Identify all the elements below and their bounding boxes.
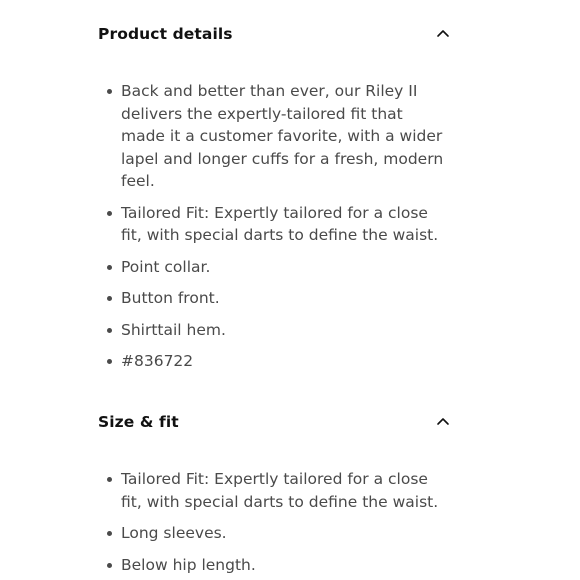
- size-fit-title: Size & fit: [98, 413, 179, 431]
- bullet-icon: [107, 563, 112, 568]
- list-item: [107, 468, 447, 513]
- list-item: [107, 554, 447, 577]
- bullet-icon: [107, 477, 112, 482]
- bullet-icon: [107, 328, 112, 333]
- bullet-icon: [107, 265, 112, 270]
- product-details-title: Product details: [98, 25, 233, 43]
- list-item-text: Shirttail hem.: [121, 320, 226, 339]
- size-fit-list: [107, 468, 447, 580]
- bullet-icon: [107, 296, 112, 301]
- list-item: [107, 522, 447, 545]
- list-item: [107, 287, 447, 310]
- list-item-text: Long sleeves.: [121, 524, 227, 542]
- list-item: [107, 202, 447, 247]
- product-details-list: [107, 80, 447, 382]
- list-item-text: Below hip length.: [121, 555, 256, 574]
- chevron-up-icon[interactable]: [436, 414, 450, 428]
- list-item-text: Point collar.: [121, 257, 211, 276]
- list-item: [107, 256, 447, 279]
- product-details-section: [98, 22, 452, 370]
- list-item: [107, 319, 447, 342]
- list-item-text: Tailored Fit: Expertly tailored for a close fit, with special darts to define the waist.: [121, 470, 439, 511]
- style-number: #836722: [121, 352, 194, 370]
- chevron-up-icon[interactable]: [436, 26, 450, 40]
- list-item-text: Back and better than ever, our Riley II delivers the expertly-tailored fit that made it a customer favorite, with a wider lapel and longer cuffs for a fresh, modern feel.: [121, 82, 444, 190]
- bullet-icon: [107, 531, 112, 536]
- size-fit-header[interactable]: [98, 410, 452, 434]
- bullet-icon: [107, 211, 112, 216]
- list-item: [107, 80, 447, 193]
- bullet-icon: [107, 359, 112, 364]
- list-item: [107, 350, 447, 373]
- bullet-icon: [107, 89, 112, 94]
- list-item-text: Tailored Fit: Expertly tailored for a close fit, with special darts to define the waist.: [121, 203, 439, 244]
- size-fit-section: [98, 410, 452, 574]
- product-details-header[interactable]: [98, 22, 452, 46]
- list-item-text: Button front.: [121, 289, 220, 307]
